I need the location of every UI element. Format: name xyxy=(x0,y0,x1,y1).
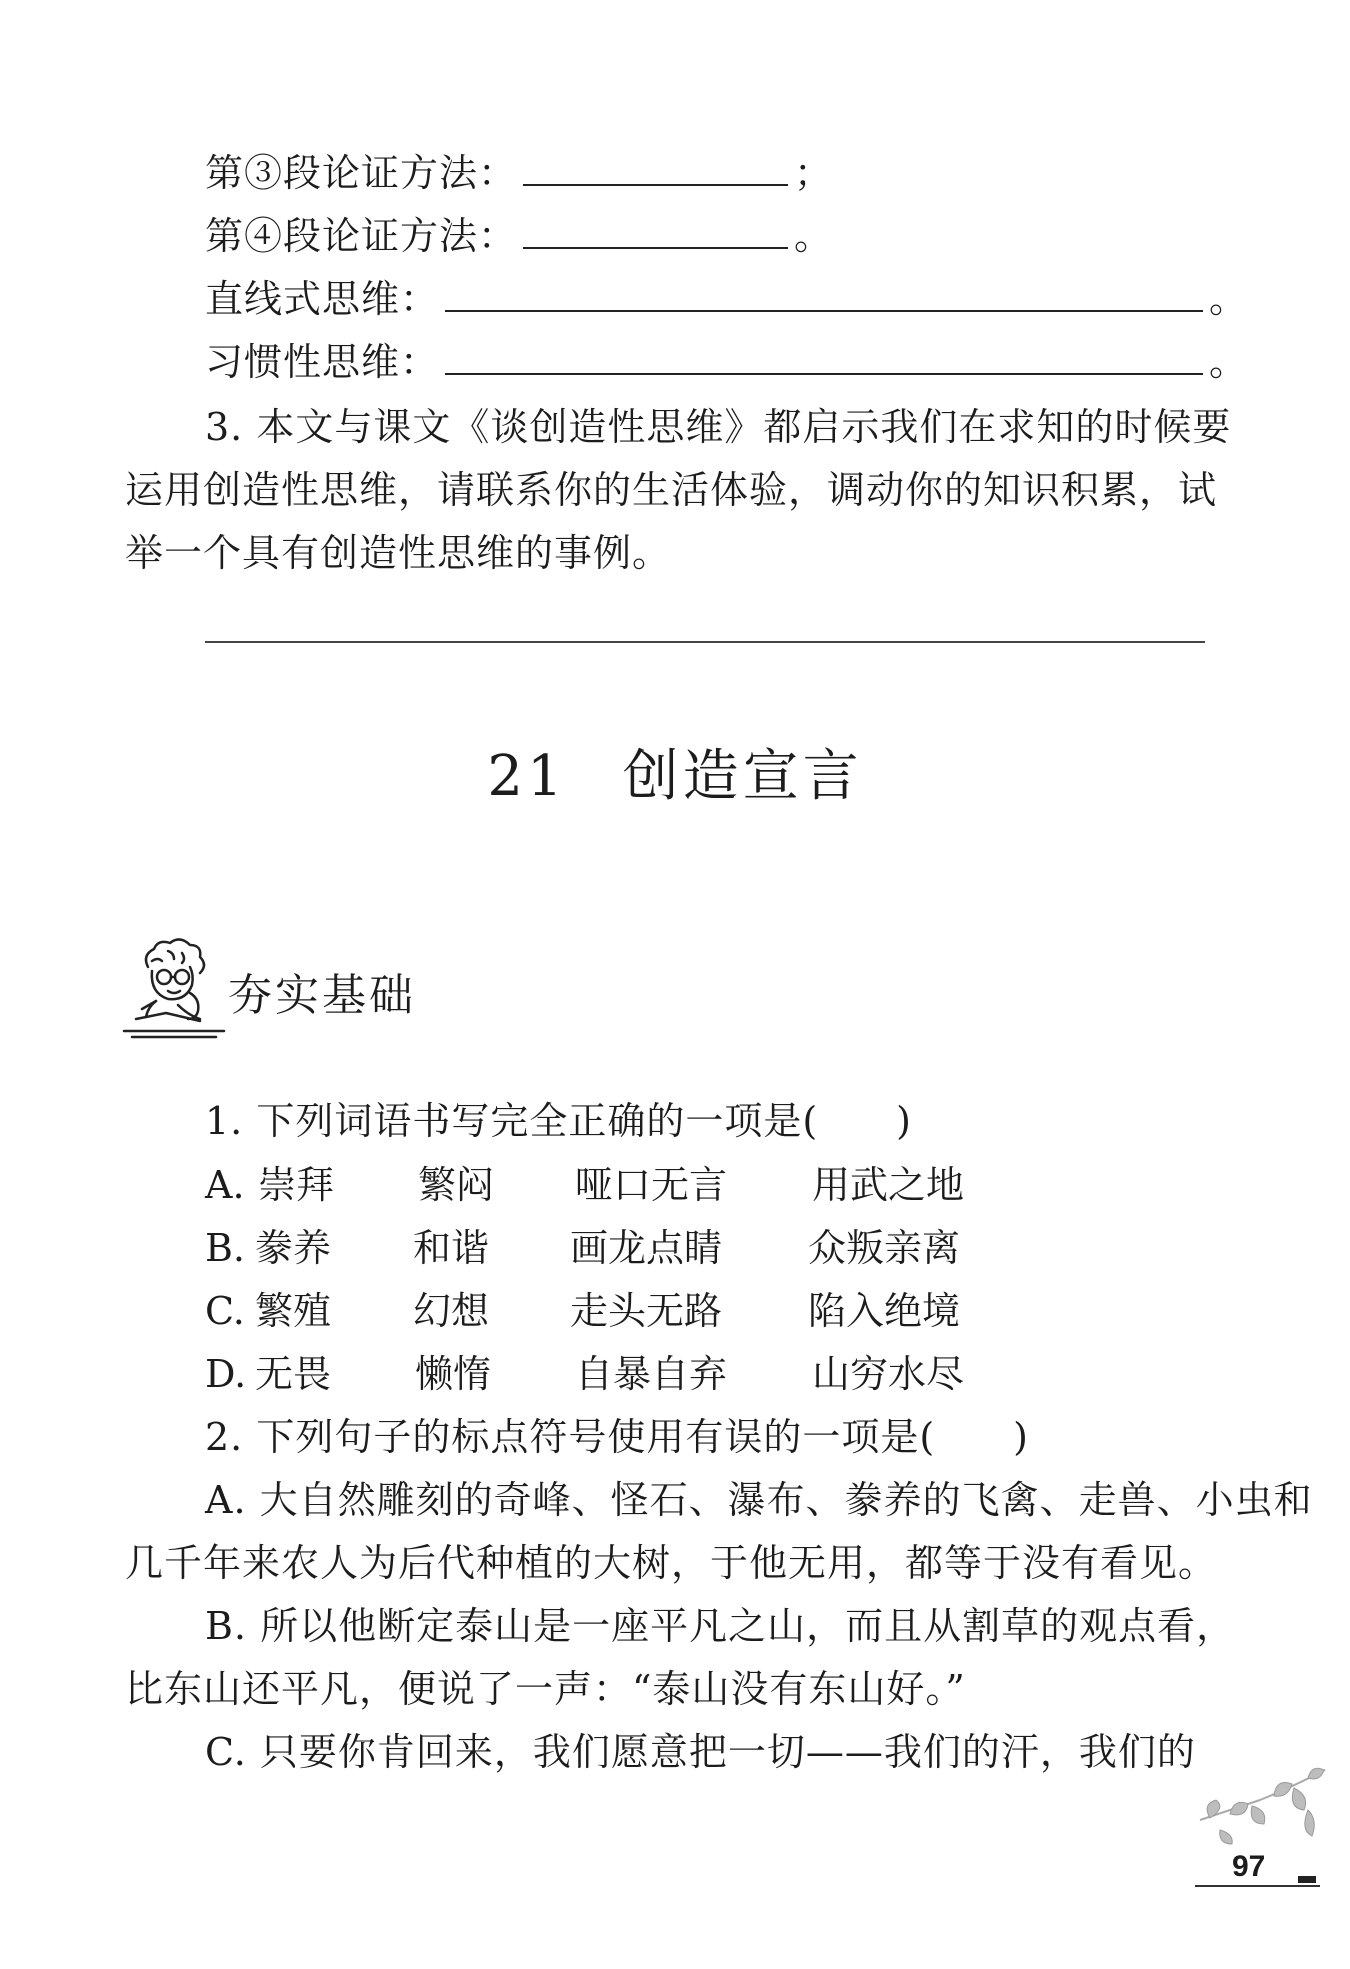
option-word: 用武之地 xyxy=(812,1163,965,1207)
option-word: 走头无路 xyxy=(570,1289,723,1333)
habitual-thinking-row xyxy=(205,337,1248,387)
question-2-option-a-line-1: A. 大自然雕刻的奇峰、怪石、瀑布、豢养的飞禽、走兽、小虫和 xyxy=(205,1478,1313,1522)
option-word: 陷入绝境 xyxy=(808,1289,961,1333)
page-number-bar xyxy=(1298,1876,1316,1883)
option-word: 自暴自弃 xyxy=(575,1352,728,1396)
option-word: 豢养 xyxy=(255,1226,332,1270)
linear-thinking-row xyxy=(205,274,1248,324)
lesson-name: 创造宣言 xyxy=(622,744,863,809)
linear-thinking-blank[interactable] xyxy=(445,280,1203,312)
question-3-line-2: 运用创造性思维，请联系你的生活体验，调动你的知识积累，试 xyxy=(125,468,1218,512)
para3-method-end: ； xyxy=(794,151,834,195)
option-letter: C. xyxy=(205,1289,245,1333)
page-number-rule xyxy=(1195,1885,1320,1887)
option-word: 众叛亲离 xyxy=(808,1226,961,1270)
question-2-option-c-line-1: C. 只要你肯回来，我们愿意把一切——我们的汗，我们的 xyxy=(205,1730,1196,1774)
option-word: 崇拜 xyxy=(258,1163,335,1207)
para4-method-label: 第④段论证方法： xyxy=(205,214,518,258)
question-2-option-b-line-2: 比东山还平凡，便说了一声：“泰山没有东山好。” xyxy=(125,1667,966,1711)
para3-method-row xyxy=(205,148,833,198)
option-word: 繁闷 xyxy=(418,1163,495,1207)
linear-thinking-label: 直线式思维： xyxy=(205,277,440,321)
question-2-option-a-line-2: 几千年来农人为后代种植的大树，于他无用，都等于没有看见。 xyxy=(125,1541,1218,1585)
para4-method-end: 。 xyxy=(794,214,834,258)
option-word: 山穷水尽 xyxy=(812,1352,965,1396)
para4-method-blank[interactable] xyxy=(523,217,788,249)
para3-method-blank[interactable] xyxy=(523,154,788,186)
para3-method-label: 第③段论证方法： xyxy=(205,151,518,195)
habitual-thinking-label: 习惯性思维： xyxy=(205,340,440,384)
lesson-number: 21 xyxy=(487,744,567,809)
lesson-title xyxy=(0,742,1350,812)
question-3-line-3: 举一个具有创造性思维的事例。 xyxy=(125,531,672,575)
habitual-thinking-end: 。 xyxy=(1209,340,1249,384)
question-3-line-1: 3. 本文与课文《谈创造性思维》都启示我们在求知的时候要 xyxy=(205,405,1232,449)
option-word: 繁殖 xyxy=(255,1289,332,1333)
linear-thinking-end: 。 xyxy=(1209,277,1249,321)
option-word: 幻想 xyxy=(413,1289,490,1333)
option-letter: B. xyxy=(205,1226,246,1270)
option-letter: A. xyxy=(205,1163,245,1207)
question-3-answer-line[interactable] xyxy=(205,641,1205,643)
option-word: 哑口无言 xyxy=(575,1163,728,1207)
option-word: 无畏 xyxy=(255,1352,332,1396)
page-number: 97 xyxy=(1232,1850,1266,1883)
habitual-thinking-blank[interactable] xyxy=(445,343,1203,375)
question-1-stem: 1. 下列词语书写完全正确的一项是( ) xyxy=(205,1099,912,1143)
option-word: 和谐 xyxy=(413,1226,490,1270)
question-2-option-b-line-1: B. 所以他断定泰山是一座平凡之山，而且从割草的观点看， xyxy=(205,1604,1236,1648)
option-letter: D. xyxy=(205,1352,247,1396)
reading-student-icon xyxy=(118,935,228,1045)
option-word: 画龙点睛 xyxy=(570,1226,723,1270)
question-2-stem: 2. 下列句子的标点符号使用有误的一项是( ) xyxy=(205,1415,1029,1459)
para4-method-row xyxy=(205,211,833,261)
option-word: 懒惰 xyxy=(415,1352,492,1396)
section-label: 夯实基础 xyxy=(228,970,416,1021)
